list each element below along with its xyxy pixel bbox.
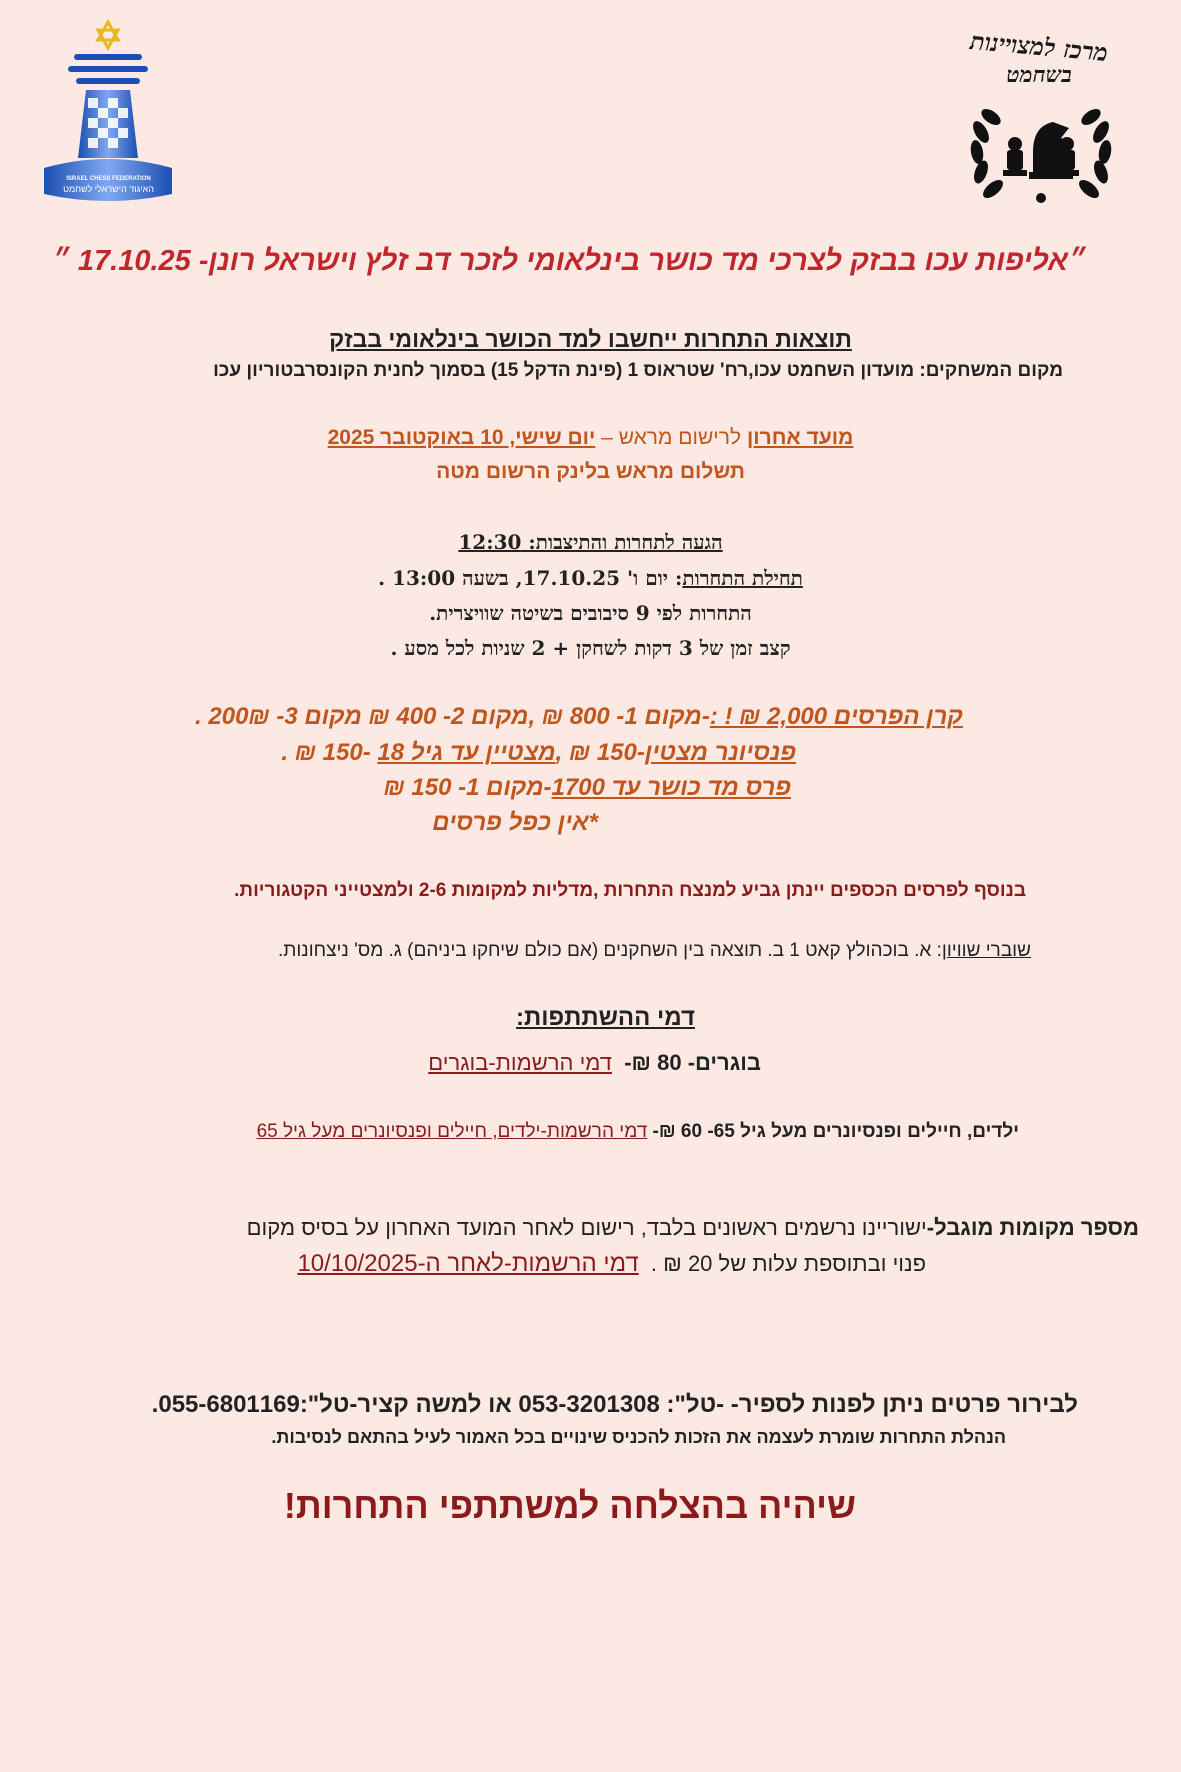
- limited-places-line1: [247, 1215, 1139, 1241]
- time-control: קצב זמן של 3 דקות לשחקן + 2 שניות לכל מסע .: [390, 636, 791, 660]
- start-label: תחילת התחרות: [682, 566, 803, 590]
- extra-awards: בנוסף לפרסים הכספים יינתן גביע למנצח התחרות ,מדליות למקומות 2-6 ולמצטייני הקטגוריות.: [234, 880, 1026, 901]
- arrival-time: [0, 530, 1181, 555]
- prize-places: -מקום 1- 800 ₪ ,מקום 2- 400 ₪ מקום 3- 200₪ .: [195, 703, 710, 730]
- results-heading: תוצאות התחרות ייחשבו למד הכושר בינלאומי בבזק: [329, 326, 852, 352]
- israel-chess-federation-logo: [36, 18, 181, 203]
- late-registration-link[interactable]: דמי הרשמות-לאחר ה-10/10/2025: [297, 1250, 639, 1277]
- youth-fee-text: ילדים, חיילים ופנסיונרים מעל גיל 65- 60 ₪-: [652, 1121, 1019, 1142]
- arrival-value: 12:30: [458, 530, 529, 554]
- prize-fund-total: קרן הפרסים 2,000 ₪ ! :: [709, 703, 963, 730]
- rating-prize-label: פרס מד כושר עד 1700: [551, 774, 791, 801]
- adult-fee-text: בוגרים- 80 ₪-: [624, 1050, 761, 1075]
- deadline-label: מועד אחרון: [746, 426, 854, 449]
- youth-registration-link[interactable]: דמי הרשמות-ילדים, חיילים ופנסיונרים מעל גיל 65: [256, 1121, 648, 1142]
- limited-places-text: ישוריינו נרשמים ראשונים בלבד, רישום לאחר המועד האחרון על בסיס מקום: [246, 1215, 927, 1240]
- rating-prize-line: [384, 774, 792, 802]
- contact-info: לבירור פרטים ניתן לפנות לספיר- -טל": 053-3201308 או למשה קציר-טל":055-6801169.: [151, 1391, 1078, 1418]
- senior-prize-value: -150 ₪ ,: [555, 739, 645, 766]
- venue-text: מקום המשחקים: מועדון השחמט עכו,רח' שטראוס 1 (פינת הדקל 15) בסמוך לחנית הקונסרבטוריון עכו: [213, 360, 1063, 381]
- senior-prize-label: פנסיונר מצטין: [644, 739, 796, 766]
- fees-heading: דמי ההשתתפות:: [516, 1004, 695, 1031]
- management-disclaimer: הנהלת התחרות שומרת לעצמה את הזכות להכניס שינויים בכל האמור לעיל בהתאם לנסיבות.: [271, 1427, 1006, 1447]
- deadline-date: יום שישי, 10 באוקטובר 2025: [327, 426, 596, 449]
- rounds-info: התחרות לפי 9 סיבובים בשיטה שוויצרית.: [429, 601, 752, 625]
- adult-registration-link[interactable]: דמי הרשמות-בוגרים: [428, 1050, 612, 1075]
- limited-places-label: מספר מקומות מוגבל-: [926, 1215, 1139, 1240]
- federation-caption-en: ISRAEL CHESS FEDERATION: [66, 176, 151, 182]
- registration-deadline: [0, 426, 1181, 450]
- start-time: [0, 566, 1181, 591]
- tiebreaks-label: שוברי שוויון: [941, 940, 1031, 961]
- rating-prize-value: -מקום 1- 150 ₪: [383, 774, 552, 801]
- excellence-center-logo: [941, 22, 1141, 212]
- payment-note: תשלום מראש בלינק הרשום מטה: [436, 460, 745, 483]
- category-prizes-line: [281, 739, 796, 767]
- tiebreaks-text: : א. בוכהולץ קאט 1 ב. תוצאה בין השחקנים (אם כולם שיחקו ביניהם) ג. מס' ניצחונות.: [277, 940, 942, 961]
- late-fee-text: פנוי ובתוספת עלות של 20 ₪ .: [650, 1251, 926, 1276]
- start-value: : יום ו' 17.10.25, בשעה 13:00 .: [378, 566, 683, 590]
- federation-caption-he: האיגוד הישראלי לשחמט: [63, 184, 154, 194]
- youth-fee-line: [257, 1121, 1019, 1143]
- excellence-center-name-line1: מרכז למצויינות: [968, 26, 1110, 67]
- closing-message: שיהיה בהצלחה למשתתפי התחרות!: [283, 1485, 856, 1526]
- no-double-prizes: *אין כפל פרסים: [432, 809, 598, 836]
- limited-places-line2: [297, 1250, 926, 1278]
- deadline-middle: לרישום מראש –: [595, 426, 747, 449]
- tournament-title: ״אליפות עכו בבזק לצרכי מד כושר בינלאומי לזכר דב זלץ וישראל רונן- 17.10.25 ״: [51, 245, 1086, 277]
- prize-fund-line: [195, 703, 963, 731]
- youth-prize-value: -150 ₪ .: [281, 739, 378, 766]
- arrival-label: הגעה לתחרות והתיצבות:: [528, 530, 723, 554]
- excellence-center-name-line2: בשחמט: [1006, 62, 1072, 88]
- youth-prize-label: מצטיין עד גיל 18: [377, 739, 556, 766]
- adult-fee-line: [428, 1050, 761, 1076]
- tiebreaks-line: [278, 940, 1031, 962]
